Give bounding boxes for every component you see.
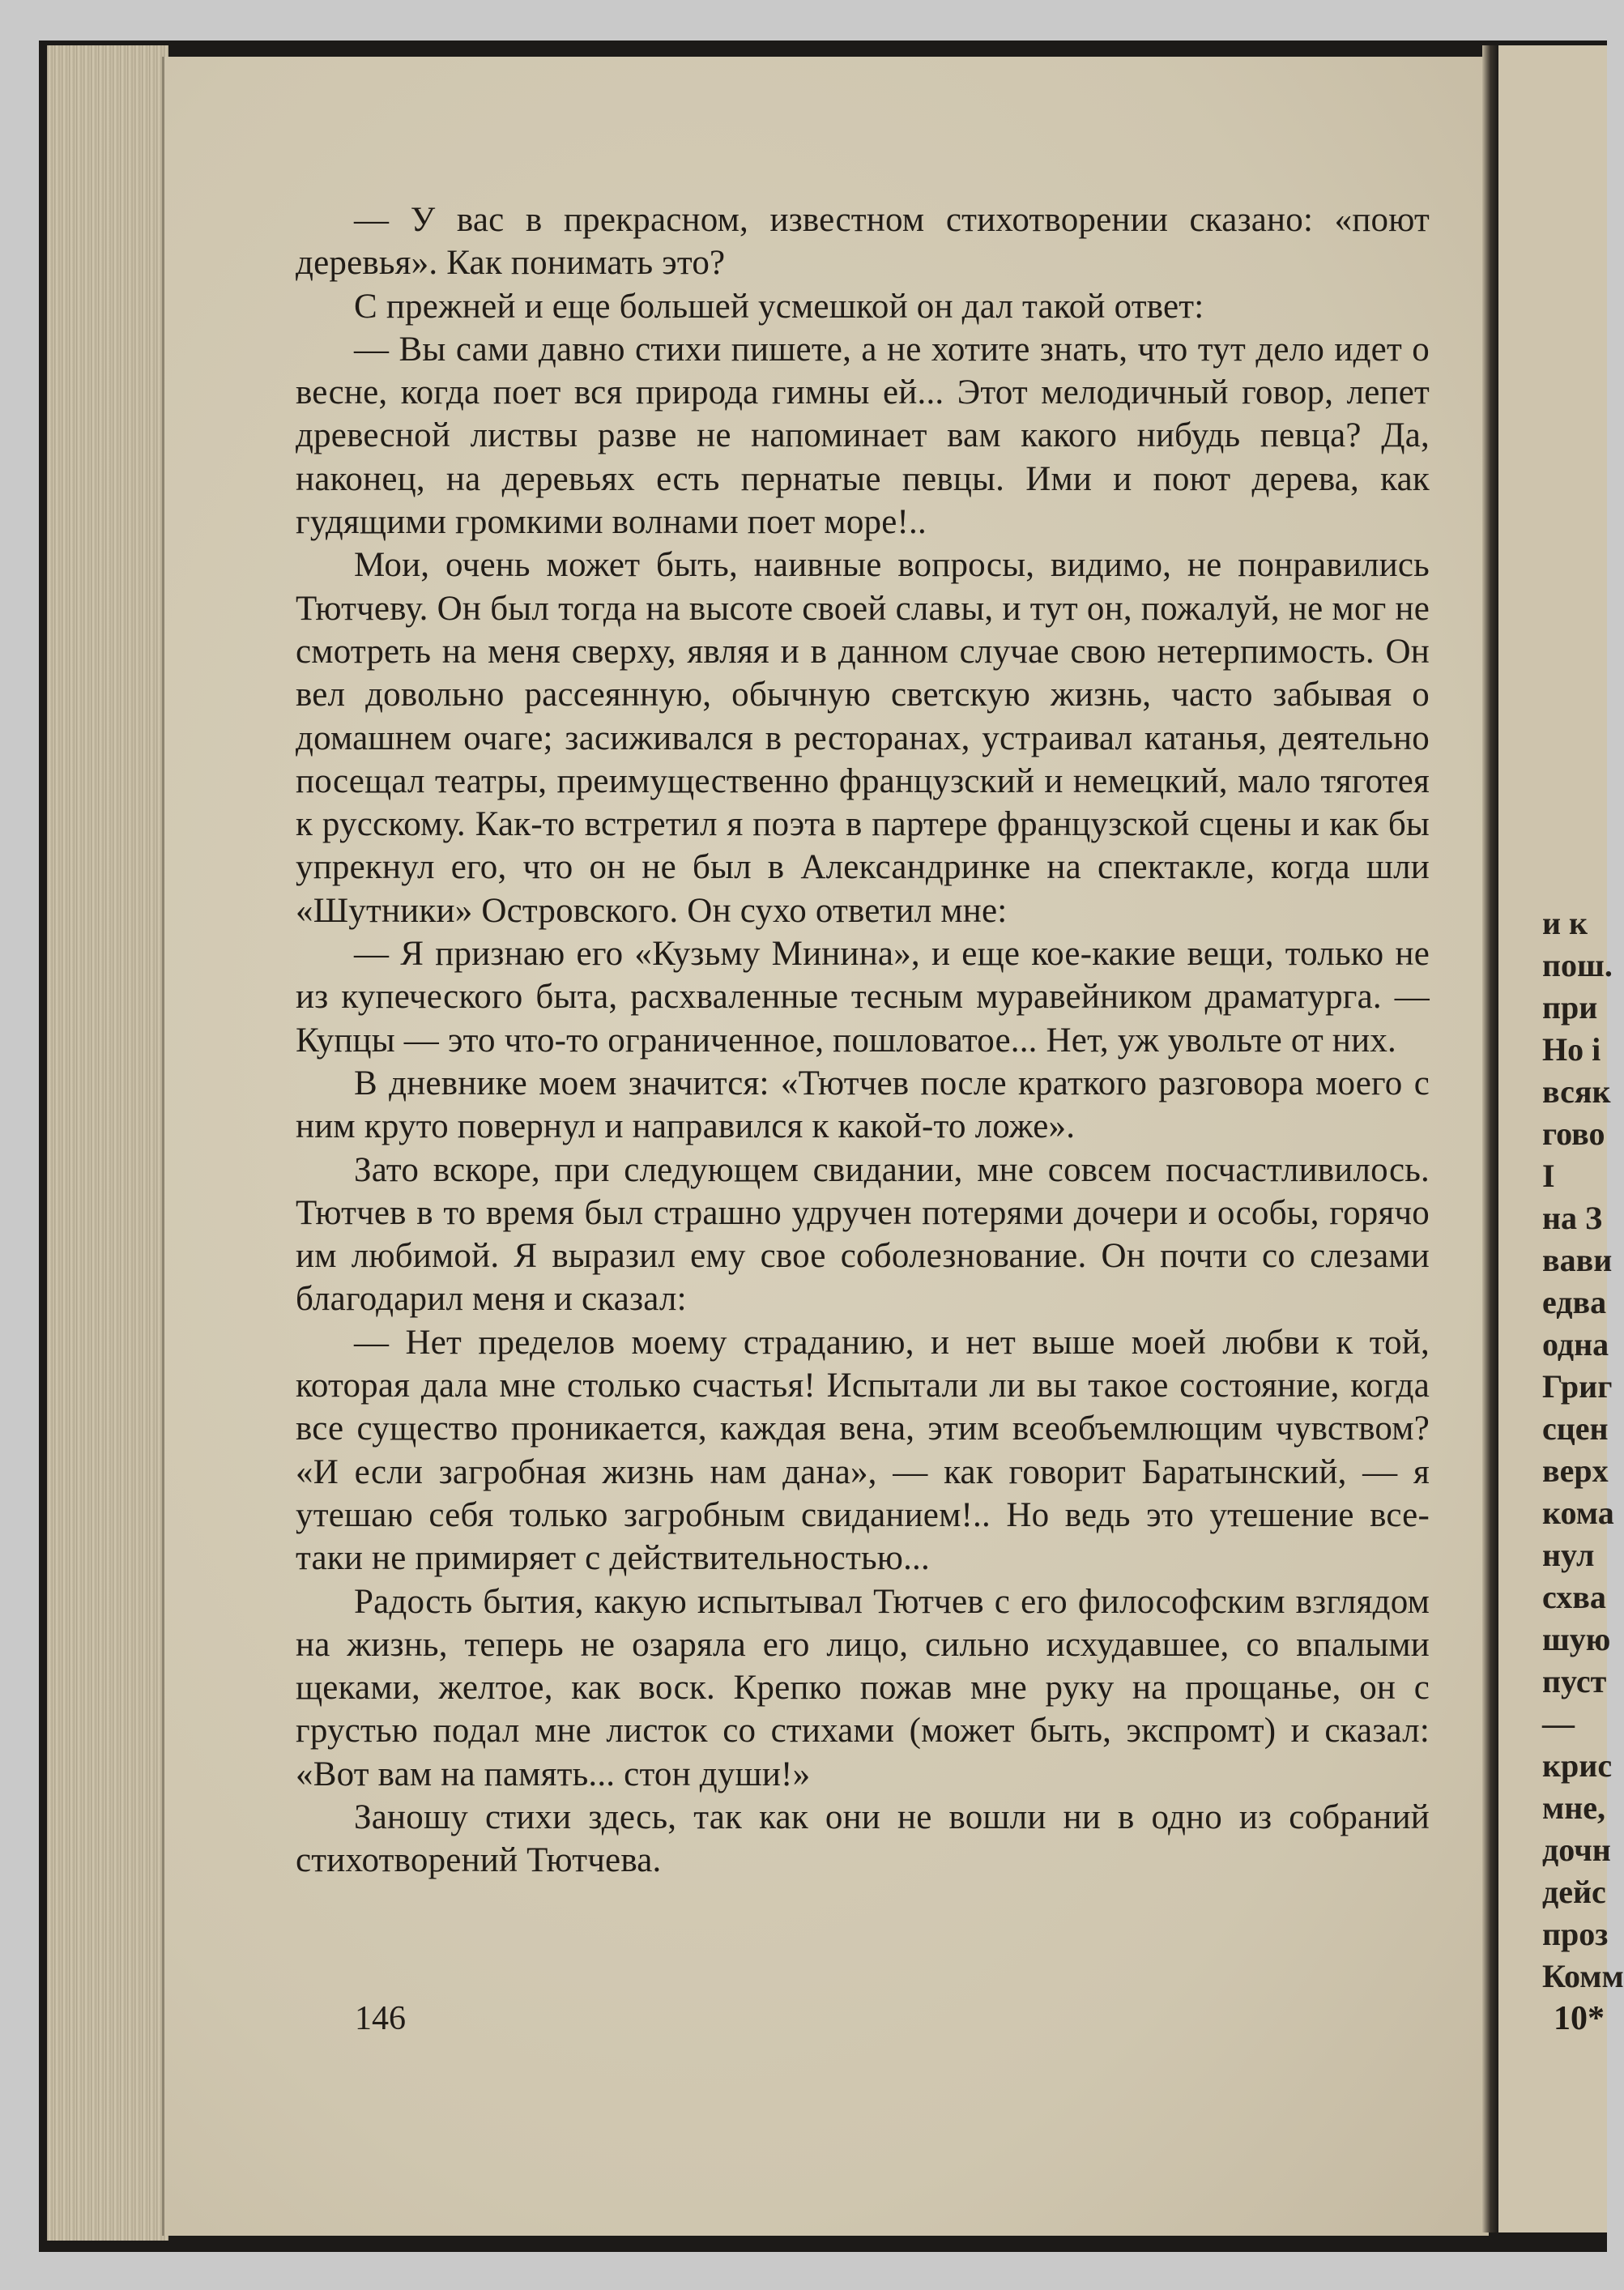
paragraph: Мои, очень может быть, наивные вопросы, видимо, не понравились Тютчеву. Он был тогда на высоте своей славы, и тут он, пожалуй, не мог не смотреть на меня сверху, являя и в данном случае свою нетерпимость. Он вел довольно рассеянную, обычную светскую жизнь, часто забывая о домашнем очаге; засиживался в ресторанах, устраивал катанья, деятельно посещал театры, преимущественно французский и немецкий, мало тяготея к русскому. Как-то встретил я поэта в партере французской сцены и как бы упрекнул его, что он не был в Александринке на спектакле, когда шли «Шутники» Островского. Он сухо ответил мне: (296, 546, 1430, 930)
facing-line: Комм (1542, 1958, 1624, 1994)
facing-line: шую (1542, 1621, 1611, 1657)
facing-line: всяк (1542, 1073, 1611, 1110)
facing-line: при (1542, 989, 1598, 1026)
facing-line: мне, (1542, 1789, 1606, 1826)
paragraph: — Вы сами давно стихи пишете, а не хотите знать, что тут дело идет о весне, когда поет вся природа гимны ей... Этот мелодичный говор, лепет древесной листвы разве не напоминает вам какого нибудь певца? Да, наконец, на деревьях есть пернатые певцы. Ими и поют дерева, как гудящими громкими волнами поет море!.. (296, 330, 1430, 542)
facing-line: нул (1542, 1537, 1595, 1573)
facing-line: І (1542, 1158, 1555, 1194)
paragraph: — Я признаю его «Кузьму Минина», и еще кое-какие вещи, только не из купеческого быта, расхваленные тесным муравейником драматурга. — Купцы — это что-то ограниченное, пошловатое... Нет, уж увольте от них. (296, 935, 1430, 1060)
paragraph: Заношу стихи здесь, так как они не вошли ни в одно из собраний стихотворений Тютчева. (296, 1797, 1430, 1880)
facing-line: дочн (1542, 1832, 1611, 1868)
book-gutter (1482, 45, 1498, 2232)
paragraph: В дневнике моем значится: «Тютчев после краткого разговора моего с ним круто повернул и направился к какой-то ложе». (296, 1064, 1430, 1146)
facing-line: Григ (1542, 1368, 1613, 1405)
facing-line: одна (1542, 1326, 1609, 1362)
paragraph: — У вас в прекрасном, известном стихотворении сказано: «поют деревья». Как понимать это? (296, 201, 1430, 283)
facing-page-number: 10* (1554, 2000, 1605, 2037)
facing-line: проз (1542, 1916, 1609, 1952)
facing-line: кома (1542, 1495, 1614, 1531)
facing-line: Но і (1542, 1031, 1601, 1068)
facing-line: схва (1542, 1579, 1606, 1615)
paragraph: Радость бытия, какую испытывал Тютчев с его философским взглядом на жизнь, теперь не озаряла его лицо, сильно исхудавшее, со впалыми щеками, желтое, как воск. Крепко пожав мне руку на прощанье, он с грустью подал мне листок со стихами (может быть, экспромт) и сказал: «Вот вам на память... стон души!» (296, 1582, 1430, 1793)
facing-line: гово (1542, 1115, 1605, 1152)
page-text (296, 198, 1430, 1883)
page-number: 146 (355, 2000, 406, 2037)
facing-line: крис (1542, 1747, 1613, 1784)
facing-line: пуст (1542, 1663, 1607, 1699)
paragraph: — Нет пределов моему страданию, и нет выше моей любви к той, которая дала мне столько счастья! Испытали ли вы такое состояние, когда все существо проникается, каждая вена, этим всеобъемлющим чувством? «И если загробная жизнь нам дана», — как говорит Баратынский, — я утешаю себя только загробным свиданием!.. Но ведь это утешение все-таки не примиряет с действительностью... (296, 1323, 1430, 1578)
facing-line: вави (1542, 1242, 1613, 1278)
paragraph: С прежней и еще большей усмешкой он дал такой ответ: (354, 287, 1204, 326)
facing-line: на З (1542, 1200, 1603, 1236)
facing-line: едва (1542, 1284, 1607, 1320)
facing-line: пош. (1542, 947, 1613, 983)
facing-line: — (1542, 1705, 1575, 1742)
paragraph: Зато вскоре, при следующем свидании, мне совсем посчастливилось. Тютчев в то время был страшно удручен потерями дочери и особы, горячо им любимой. Я выразил ему свое соболезнование. Он почти со слезами благодарил меня и сказал: (296, 1150, 1430, 1319)
facing-line: верх (1542, 1452, 1609, 1489)
facing-line: и к (1542, 905, 1588, 941)
facing-line: дейс (1542, 1874, 1606, 1910)
book-page-edges (47, 45, 168, 2241)
facing-page-fragment (1498, 45, 1624, 2232)
facing-line: сцен (1542, 1410, 1609, 1447)
